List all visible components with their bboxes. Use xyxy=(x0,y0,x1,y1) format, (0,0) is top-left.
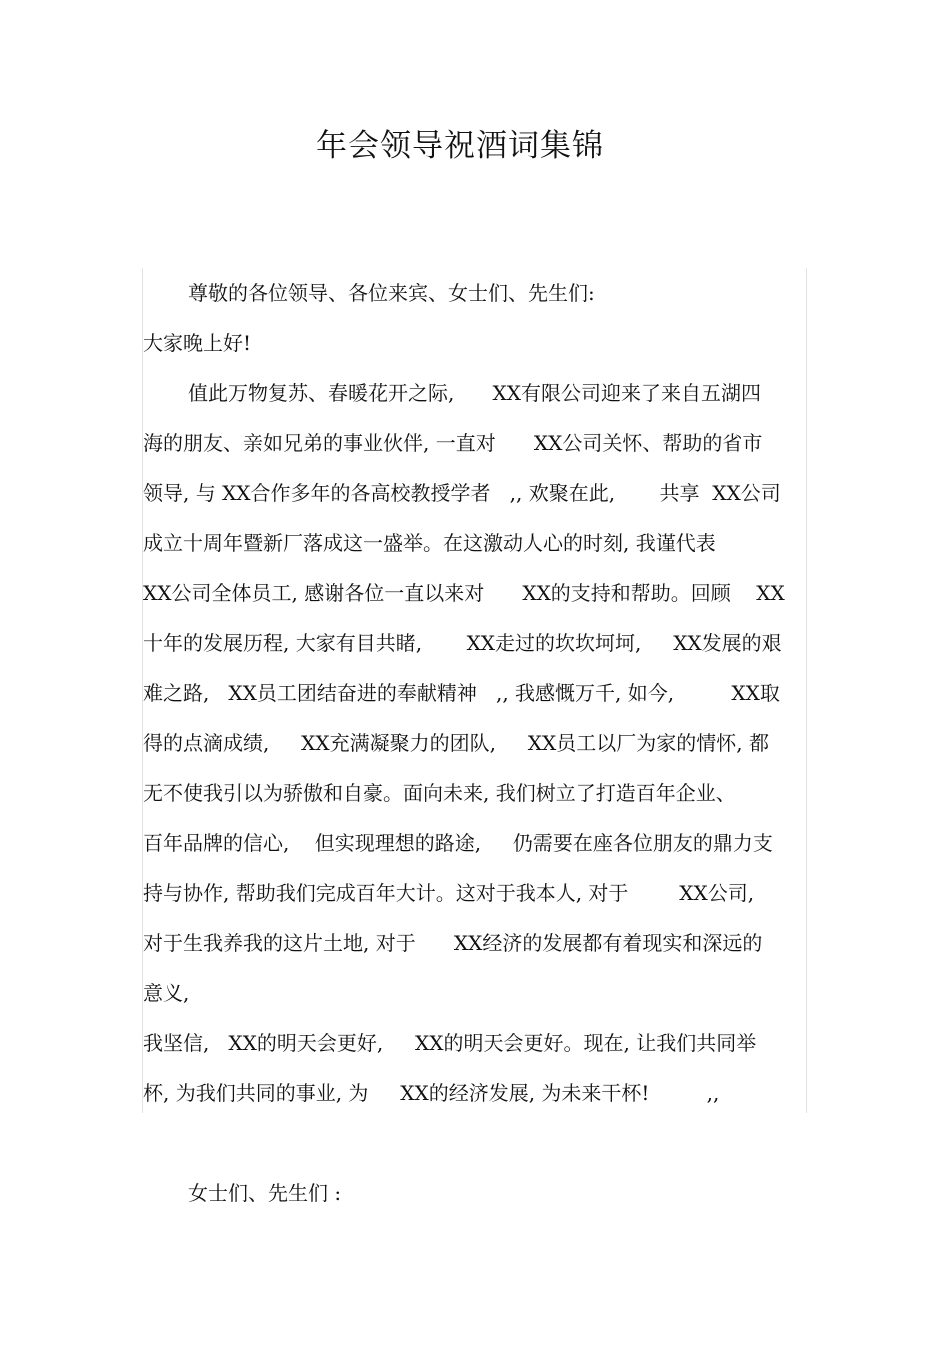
body-line: XX公司全体员工, 感谢各位一直以来对 XX的支持和帮助。回顾 XX xyxy=(143,581,785,605)
body-line: 无不使我引以为骄傲和自豪。面向未来, 我们树立了打造百年企业、 xyxy=(143,781,736,805)
text-block-right-border xyxy=(806,268,807,1113)
body-line: 意义, xyxy=(143,981,190,1005)
salutation-line: 尊敬的各位领导、各位来宾、女士们、先生们: xyxy=(188,281,595,305)
body-line: 领导, 与 XX合作多年的各高校教授学者 ,, 欢聚在此, 共享 XX公司 xyxy=(143,481,781,505)
body-line: 我坚信, XX的明天会更好, XX的明天会更好。现在, 让我们共同举 xyxy=(143,1031,757,1055)
body-line: 对于生我养我的这片土地, 对于 XX经济的发展都有着现实和深远的 xyxy=(143,931,763,955)
body-line: 杯, 为我们共同的事业, 为 XX的经济发展, 为未来干杯! ,, xyxy=(143,1081,720,1105)
body-line: 百年品牌的信心, 但实现理想的路途, 仍需要在座各位朋友的鼎力支 xyxy=(143,831,773,855)
body-line: 得的点滴成绩, XX充满凝聚力的团队, XX员工以厂为家的情怀, 都 xyxy=(143,731,769,755)
body-line: 值此万物复苏、春暖花开之际, XX有限公司迎来了来自五湖四 xyxy=(188,381,761,405)
document-title: 年会领导祝酒词集锦 xyxy=(316,128,604,164)
body-line: 成立十周年暨新厂落成这一盛举。在这激动人心的时刻, 我谨代表 xyxy=(143,531,716,555)
body-line: 十年的发展历程, 大家有目共睹, XX走过的坎坎坷坷, XX发展的艰 xyxy=(143,631,782,655)
second-salutation-line: 女士们、先生们 : xyxy=(188,1181,342,1205)
body-line: 难之路, XX员工团结奋进的奉献精神 ,, 我感慨万千, 如今, XX取 xyxy=(143,681,780,705)
body-line: 海的朋友、亲如兄弟的事业伙伴, 一直对 XX公司关怀、帮助的省市 xyxy=(143,431,763,455)
body-line: 持与协作, 帮助我们完成百年大计。这对于我本人, 对于 XX公司, xyxy=(143,881,755,905)
greeting-line: 大家晚上好! xyxy=(143,331,252,355)
